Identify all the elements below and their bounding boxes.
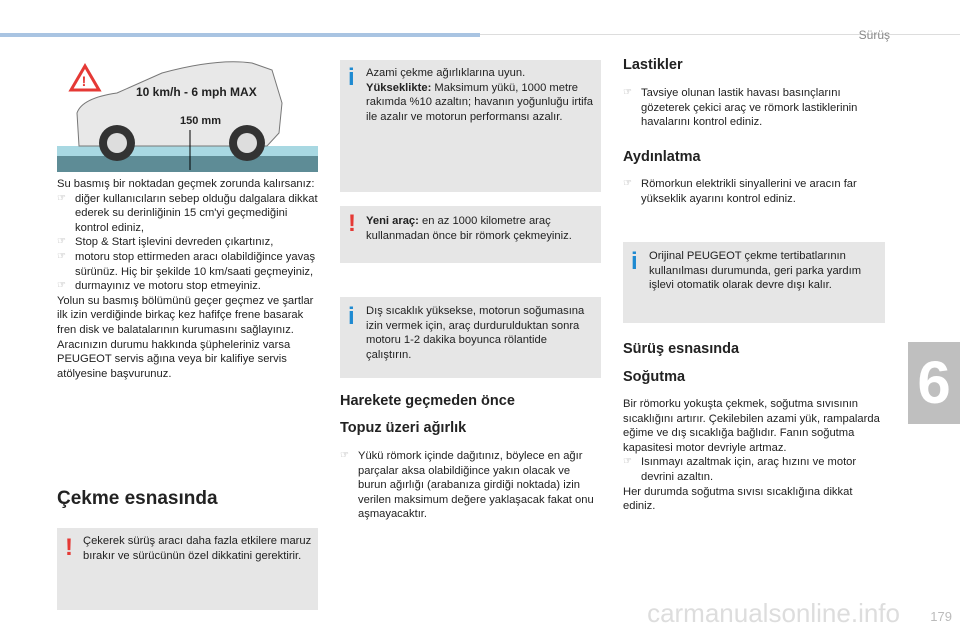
heading-towing: Çekme esnasında [57, 488, 218, 509]
list-item: ☞ Tavsiye olunan lastik havası basınçlarını gözeterek çekici araç ve römork lastiklerinin havalarını kontrol ediniz. [623, 86, 885, 130]
info-text: Orijinal PEUGEOT çekme tertibatlarının kullanılması durumunda, geri parka yardım işlevi otomatik olarak devre dışı kalır. [649, 250, 862, 292]
warning-bold: Yeni araç: [366, 215, 419, 227]
info-text: Maksimum yükü, 1000 metre rakımda %10 azaltın; havanın yoğunluğu irtifa ile azalır ve motorun performansı azalır. [366, 81, 593, 123]
warning-text: en az 1000 kilometre araç kullanmadan önce bir römork çekmeyiniz. [366, 215, 572, 242]
heading-while-driving: Sürüş esnasında [623, 341, 740, 357]
warning-icon: ! [348, 210, 356, 237]
speed-label: 10 km/h - 6 mph MAX [136, 85, 257, 99]
load-bullets [340, 449, 595, 522]
heading-before-moving: Harekete geçmeden önce [340, 393, 515, 409]
warning-text: Çekerek sürüş aracı daha fazla etkilere maruz bırakır ve sürücünün özel dikkatini gerektirir. [83, 535, 312, 562]
info-bold: Yükseklikte: [366, 81, 432, 94]
info-box [623, 242, 885, 323]
info-icon: i [348, 303, 355, 330]
list-item: ☞ motoru stop ettirmeden aracı olabildiğince yavaş sürünüz. Hiç bir şekilde 10 km/saati geçmeyiniz, [57, 250, 319, 279]
header-bar [0, 33, 480, 37]
list-item: ☞ Isınmayı azaltmak için, araç hızını ve motor devrini azaltın. [623, 455, 885, 484]
info-text: Azami çekme ağırlıklarına uyun. [366, 67, 526, 79]
info-icon: i [631, 248, 638, 275]
depth-label: 150 mm [180, 115, 221, 127]
paragraph: Aracınızın durumu hakkında şüpheleriniz varsa PEUGEOT servis ağına veya bir kalifiye servis atölyesine başvurunuz. [57, 338, 291, 380]
flood-instructions [57, 177, 319, 381]
list-item: ☞ durmayınız ve motoru stop etmeyiniz. [57, 279, 319, 294]
intro-text: Su basmış bir noktadan geçmek zorunda kalırsanız: [57, 178, 315, 190]
heading-cooling: Soğutma [623, 369, 686, 385]
warning-icon: ! [65, 534, 73, 561]
list-item: ☞ Römorkun elektrikli sinyallerini ve aracın far yükseklik ayarını kontrol ediniz. [623, 177, 885, 206]
chapter-tab: 6 [908, 342, 960, 424]
section-title: Sürüş [858, 28, 890, 42]
list-item: ☞ Yükü römork içinde dağıtınız, böylece en ağır parçalar aksa olabildiğince yakın olacak ve burun ağırlığı (arabanıza girdiği noktada) izin verilen maksimum değere yaklaşacak fakat onu aşmayacaktır. [340, 449, 595, 522]
subheading-nose-weight: Topuz üzeri ağırlık [340, 420, 467, 436]
heading-tyres: Lastikler [623, 57, 683, 73]
page-number: 179 [930, 609, 952, 624]
paragraph: Bir römorku yokuşta çekmek, soğutma sıvısının sıcaklığını artırır. Çekilebilen azami yük, rampalarda eğime ve dış sıcaklığa bağlıdır. Fanın soğutma kapasitesi motor devriyle artmaz. [623, 398, 880, 454]
info-box [340, 60, 601, 192]
info-text: Dış sıcaklık yüksekse, motorun soğumasına izin vermek için, araç durdurulduktan sonra motoru 1-2 dakika boyunca rölantide çalıştırın. [366, 305, 585, 361]
tyres-list [623, 86, 885, 130]
paragraph: Her durumda soğutma sıvısı sıcaklığına dikkat ediniz. [623, 485, 853, 513]
warning-box [340, 206, 601, 263]
svg-text:!: ! [81, 73, 87, 89]
info-box [340, 297, 601, 378]
paragraph: Yolun su basmış bölümünü geçer geçmez ve şartlar ilk izin verdiğinde birkaç kez hafifçe frene basarak fren disk ve balatalarının kurumasını sağlayınız. [57, 294, 314, 336]
watermark: carmanualsonline.info [647, 598, 900, 628]
list-item: ☞ Stop & Start işlevini devreden çıkartınız, [57, 235, 319, 250]
cooling-text [623, 397, 885, 514]
flood-illustration [57, 58, 318, 172]
list-item: ☞ diğer kullanıcıların sebep olduğu dalgalara dikkat ederek su derinliğinin 15 cm'yi geçmediğini kontrol ediniz, [57, 192, 319, 236]
heading-lighting: Aydınlatma [623, 149, 701, 165]
info-icon: i [348, 64, 355, 91]
warning-box [57, 528, 318, 610]
flood-bullets [57, 192, 319, 294]
lighting-list [623, 177, 885, 206]
